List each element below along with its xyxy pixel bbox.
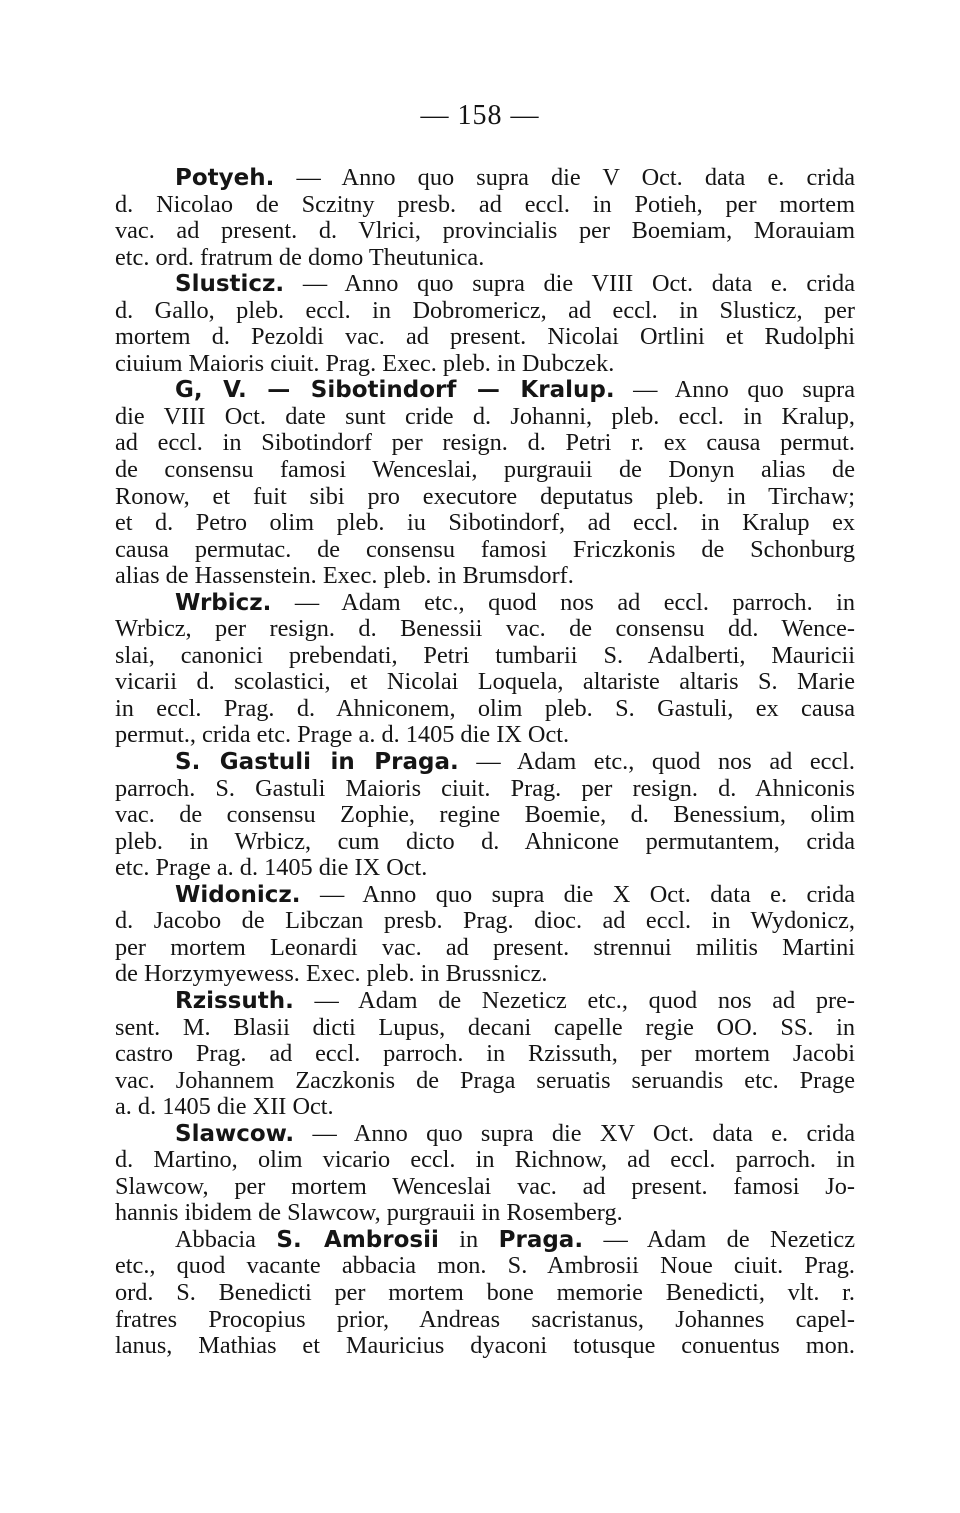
text-line	[115, 1015, 855, 1042]
entry-heading-line	[115, 988, 855, 1015]
entry-heading: S. Ambrosii	[276, 1226, 439, 1253]
text-line	[115, 430, 855, 457]
text-line	[115, 1041, 855, 1068]
entry-heading: Praga.	[498, 1226, 584, 1253]
line-text: etc. ord. fratrum de domo Theutunica.	[115, 243, 485, 271]
line-text: etc. Prage a. d. 1405 die IX Oct.	[115, 854, 428, 882]
entry-heading-line	[115, 271, 855, 298]
entry-heading-line	[115, 749, 855, 776]
text-line	[115, 1333, 855, 1360]
entry-heading-line	[115, 165, 855, 192]
line-text: lanus, Mathias et Mauricius dyaconi totusque conuentus mon.	[115, 1332, 855, 1360]
line-text: parroch. S. Gastuli Maioris ciuit. Prag. per resign. d. Ahniconis	[115, 774, 855, 802]
line-text: vac. ad present. d. Vlrici, provincialis per Boemiam, Morauiam	[115, 217, 855, 245]
line-text: d. Gallo, pleb. eccl. in Dobromericz, ad eccl. in Slusticz, per	[115, 296, 855, 324]
entry-heading: Wrbicz.	[175, 589, 272, 616]
text-line	[115, 1094, 855, 1121]
line-text: sent. M. Blasii dicti Lupus, decani capelle regie OO. SS. in	[115, 1013, 855, 1041]
text-line	[115, 696, 855, 723]
line-text: per mortem Leonardi vac. ad present. strennui militis Martini	[115, 933, 855, 961]
text-line	[115, 669, 855, 696]
text-line	[115, 935, 855, 962]
line-text: — Anno quo supra	[614, 376, 855, 404]
line-text: pleb. in Wrbicz, cum dicto d. Ahnicone permutantem, crida	[115, 827, 855, 855]
entry-heading: G, V. — Sibotindorf — Kralup.	[175, 377, 615, 404]
text-line	[115, 1253, 855, 1280]
entry-heading: Widonicz.	[175, 881, 301, 908]
line-text: hannis ibidem de Slawcow, purgrauii in Rosemberg.	[115, 1199, 623, 1227]
text-line	[115, 722, 855, 749]
entry-heading-line	[115, 590, 855, 617]
text-line	[115, 961, 855, 988]
text-line	[115, 1307, 855, 1334]
line-text: a. d. 1405 die XII Oct.	[115, 1093, 334, 1121]
line-text: vicarii d. scolastici, et Nicolai Loquela, altariste altaris S. Marie	[115, 668, 855, 696]
entry-heading-line	[115, 882, 855, 909]
line-mid-text: in	[438, 1225, 499, 1253]
line-text: de consensu famosi Wenceslai, purgrauii de Donyn alias de	[115, 456, 855, 484]
text-line	[115, 245, 855, 272]
line-text: — Adam de Nezeticz etc., quod nos ad pre-	[293, 986, 855, 1014]
entry-heading: Rzissuth.	[175, 987, 294, 1014]
text-line	[115, 218, 855, 245]
text-line	[115, 855, 855, 882]
body-text	[115, 165, 855, 1360]
line-text: et d. Petro olim pleb. iu Sibotindorf, ad eccl. in Kralup ex	[115, 509, 855, 537]
line-text: in eccl. Prag. d. Ahniconem, olim pleb. S. Gastuli, ex causa	[115, 694, 855, 722]
entry-heading: S. Gastuli in Praga.	[175, 749, 459, 776]
line-text: — Anno quo supra die V Oct. data e. crida	[274, 164, 855, 191]
line-text: permut., crida etc. Prage a. d. 1405 die IX Oct.	[115, 721, 570, 749]
text-line	[115, 537, 855, 564]
text-line	[115, 643, 855, 670]
line-text: ciuium Maioris ciuit. Prag. Exec. pleb. in Dubczek.	[115, 349, 615, 377]
line-text: — Adam etc., quod nos ad eccl. parroch. in	[271, 588, 855, 616]
text-line	[115, 298, 855, 325]
line-text: Ronow, et fuit sibi pro executore deputatus pleb. in Tirchaw;	[115, 482, 855, 510]
entry-heading: Potyeh.	[175, 165, 275, 191]
line-text: — Anno quo supra die X Oct. data e. crida	[300, 880, 855, 908]
line-text: ad eccl. in Sibotindorf per resign. d. Petri r. ex causa permut.	[115, 429, 855, 457]
line-lead-text: Abbacia	[175, 1225, 277, 1253]
entry-heading: Slusticz.	[175, 271, 285, 298]
line-text: vac. Johannem Zaczkonis de Praga seruatis seruandis etc. Prage	[115, 1066, 855, 1094]
entry-heading-line	[115, 1121, 855, 1148]
line-text: die VIII Oct. date sunt cride d. Johanni, pleb. eccl. in Kralup,	[115, 402, 855, 430]
text-line	[115, 1068, 855, 1095]
line-text: de Horzymyewess. Exec. pleb. in Brussnicz.	[115, 960, 548, 988]
line-text: — Anno quo supra die VIII Oct. data e. crida	[284, 270, 855, 298]
line-text: causa permutac. de consensu famosi Friczkonis de Schonburg	[115, 535, 855, 563]
text-line	[115, 829, 855, 856]
line-text: — Adam de Nezeticz	[583, 1225, 855, 1253]
text-line	[115, 563, 855, 590]
text-line	[115, 457, 855, 484]
text-line	[115, 324, 855, 351]
line-text: d. Martino, olim vicario eccl. in Richnow, ad eccl. parroch. in	[115, 1146, 855, 1174]
text-line	[115, 1174, 855, 1201]
line-text: Slawcow, per mortem Wenceslai vac. ad present. famosi Jo-	[115, 1172, 855, 1200]
text-line	[115, 484, 855, 511]
text-line	[115, 404, 855, 431]
text-line	[115, 908, 855, 935]
line-text: etc., quod vacante abbacia mon. S. Ambrosii Noue ciuit. Prag.	[115, 1252, 855, 1280]
line-text: alias de Hassenstein. Exec. pleb. in Brumsdorf.	[115, 562, 574, 590]
text-line	[115, 616, 855, 643]
entry-heading-line	[115, 377, 855, 404]
text-line	[115, 1280, 855, 1307]
line-text: vac. de consensu Zophie, regine Boemie, d. Benessium, olim	[115, 801, 855, 829]
line-text: mortem d. Pezoldi vac. ad present. Nicolai Ortlini et Rudolphi	[115, 323, 855, 351]
page-number: — 158 —	[420, 100, 540, 131]
entry-heading-line	[115, 1227, 855, 1254]
line-text: d. Nicolao de Sczitny presb. ad eccl. in Potieh, per mortem	[115, 190, 855, 218]
text-line	[115, 1200, 855, 1227]
text-line	[115, 192, 855, 219]
line-text: — Adam etc., quod nos ad eccl.	[458, 748, 856, 776]
text-line	[115, 351, 855, 378]
text-line	[115, 510, 855, 537]
line-text: Wrbicz, per resign. d. Benessii vac. de consensu dd. Wence-	[115, 615, 855, 643]
text-line	[115, 776, 855, 803]
entry-heading: Slawcow.	[175, 1120, 295, 1147]
line-text: slai, canonici prebendati, Petri tumbarii S. Adalberti, Mauricii	[115, 641, 855, 669]
line-text: ord. S. Benedicti per mortem bone memorie Benedicti, vlt. r.	[115, 1278, 855, 1306]
line-text: castro Prag. ad eccl. parroch. in Rzissuth, per mortem Jacobi	[115, 1040, 855, 1068]
line-text: d. Jacobo de Libczan presb. Prag. dioc. ad eccl. in Wydonicz,	[115, 907, 855, 935]
text-line	[115, 1147, 855, 1174]
text-line	[115, 802, 855, 829]
line-text: — Anno quo supra die XV Oct. data e. crida	[294, 1119, 855, 1147]
line-text: fratres Procopius prior, Andreas sacristanus, Johannes capel-	[115, 1305, 855, 1333]
